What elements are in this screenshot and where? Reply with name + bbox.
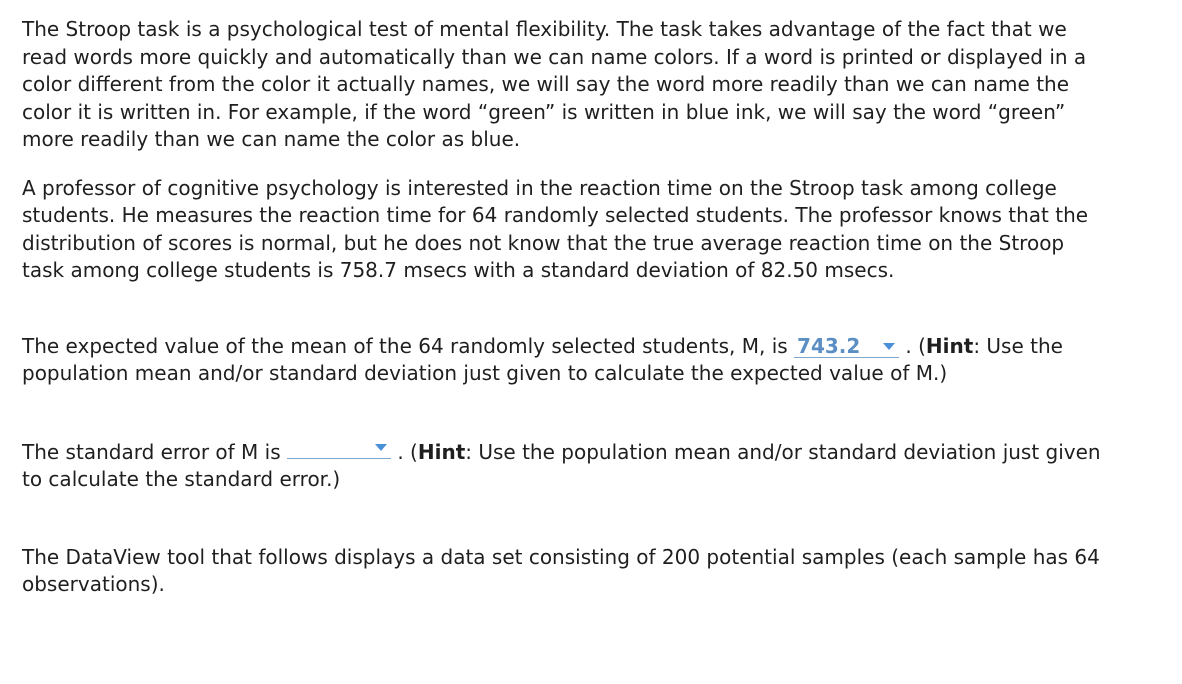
expected-value-dropdown[interactable] — [794, 335, 899, 358]
standard-error-dropdown[interactable] — [287, 436, 391, 459]
expected-value-hint-label: Hint — [925, 333, 974, 358]
expected-value-punct: . ( — [899, 333, 926, 358]
standard-error-question — [22, 436, 1102, 494]
dataview-paragraph: The DataView tool that follows displays a data set consisting of 200 potential samples (each sample has 64 observations). — [22, 544, 1100, 596]
standard-error-prompt: The standard error of M is — [22, 439, 287, 464]
standard-error-punct: . ( — [390, 439, 418, 464]
caret-down-icon — [883, 343, 895, 350]
question-content — [22, 16, 1102, 599]
caret-down-icon — [375, 444, 387, 451]
scenario-paragraph: A professor of cognitive psychology is interested in the reaction time on the Stroop task among college students. He measures the reaction time for 64 randomly selected students. The professor knows that the distribution of scores is normal, but he does not know that the true average reaction time on the Stroop task among college students is 758.7 msecs with a standard deviation of 82.50 msecs. — [22, 175, 1089, 282]
expected-value-prompt: The expected value of the mean of the 64 randomly selected students, M, is — [22, 333, 795, 358]
expected-value-selected: 743.2 — [797, 333, 861, 358]
standard-error-hint-text: : Use the population mean and/or standard deviation just given to calculate the standard error.) — [22, 439, 1101, 491]
expected-value-question — [22, 333, 1102, 388]
expected-value-hint-text: : Use the population mean and/or standard deviation just given to calculate the expected value of M.) — [22, 333, 1063, 385]
intro-paragraph: The Stroop task is a psychological test of mental flexibility. The task takes advantage of the fact that we read words more quickly and automatically than we can name colors. If a word is printed or displayed in a color different from the color it actually names, we will say the word more readily than we can name the color it is written in. For example, if the word “green” is written in blue ink, we will say the word “green” more readily than we can name the color as blue. — [22, 17, 1087, 151]
standard-error-hint-label: Hint — [417, 439, 466, 464]
